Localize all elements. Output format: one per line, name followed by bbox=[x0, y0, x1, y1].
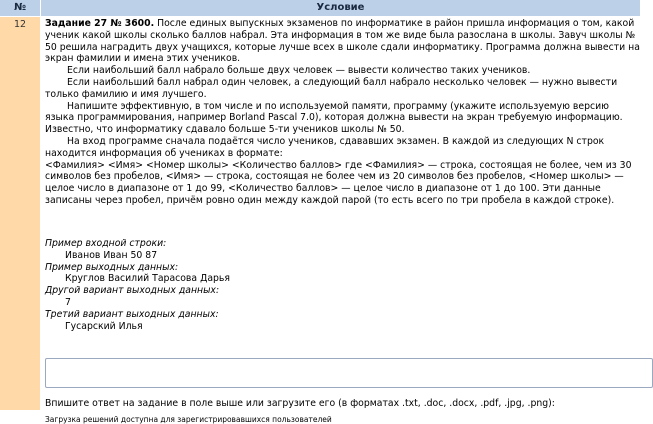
task-paragraph-2: Если наибольший балл набрал один человек, а следующий балл набрало несколько человек — нужно вывести только фамилию и имя лучшего. bbox=[45, 76, 618, 100]
task-intro: После единых выпускных экзаменов по информатике в район пришла информация о том, какой ученик какой школы сколько баллов набрал. Эта информация в том же виде была разослана в школы. Завуч школы № 50 решила наградить двух учащихся, которые лучше всех в школе сдали информатику. Программа должна вывести на экран фамилии и имена этих учеников. bbox=[45, 18, 640, 65]
answer-input[interactable] bbox=[45, 358, 653, 388]
answer-hint: Впишите ответ на задание в поле выше или загрузите его (в форматах .txt, .doc, .docx, .pdf, .jpg, .png): bbox=[45, 398, 555, 409]
example-alt1-value: 7 bbox=[65, 296, 71, 308]
number-column-header: № bbox=[0, 0, 41, 16]
number-cell bbox=[0, 17, 41, 410]
upload-note: Загрузка решений доступна для зарегистрировавшихся пользователей bbox=[45, 415, 332, 424]
example-alt2-value: Гусарский Илья bbox=[65, 320, 143, 332]
example-output-label: Пример выходных данных: bbox=[45, 261, 179, 273]
task-text bbox=[45, 18, 641, 207]
task-intro-paragraph bbox=[45, 18, 641, 65]
example-input-label: Пример входной строки: bbox=[45, 238, 167, 249]
task-title: Задание 27 № 3600. bbox=[45, 18, 155, 29]
task-paragraph-1: Если наибольший балл набрало больше двух человек — вывести количество таких учеников. bbox=[67, 65, 531, 77]
task-paragraph-4: На вход программе сначала подаётся число учеников, сдававших экзамен. В каждой из следующих N строк находится информация об учениках в формате: bbox=[45, 135, 605, 159]
task-paragraph-5: <Фамилия> <Имя> <Номер школы> <Количество баллов> где <Фамилия> — строка, состоящая не более, чем из 30 символов без пробелов, <Имя> — строка, состоящая не более чем из 20 символов без пробелов, <Номер школы> — целое число в диапазоне от 1 до 99, <Количество баллов> — целое число в диапазоне от 1 до 100. Эти данные записаны через пробел, причём ровно один между каждой парой (то есть всего по три пробела в каждой строке). bbox=[45, 159, 632, 206]
table-header bbox=[0, 0, 640, 16]
task-paragraph-3: Напишите эффективную, в том числе и по используемой памяти, программу (укажите используемую версию языка программирования, например Borland Pascal 7.0), которая должна вывести на экран требуемую информацию. Известно, что информатику сдавало больше 5-ти учеников школы № 50. bbox=[45, 100, 623, 136]
example-output-value: Круглов Василий Тарасова Дарья bbox=[65, 273, 231, 285]
example-alt1-label: Другой вариант выходных данных: bbox=[45, 285, 220, 297]
example-input-value: Иванов Иван 50 87 bbox=[65, 249, 158, 261]
condition-cell bbox=[41, 17, 640, 424]
example-alt2-label: Третий вариант выходных данных: bbox=[45, 308, 219, 320]
condition-column-header: Условие bbox=[41, 0, 640, 16]
examples-block bbox=[45, 238, 635, 332]
task-number: 12 bbox=[13, 19, 27, 30]
